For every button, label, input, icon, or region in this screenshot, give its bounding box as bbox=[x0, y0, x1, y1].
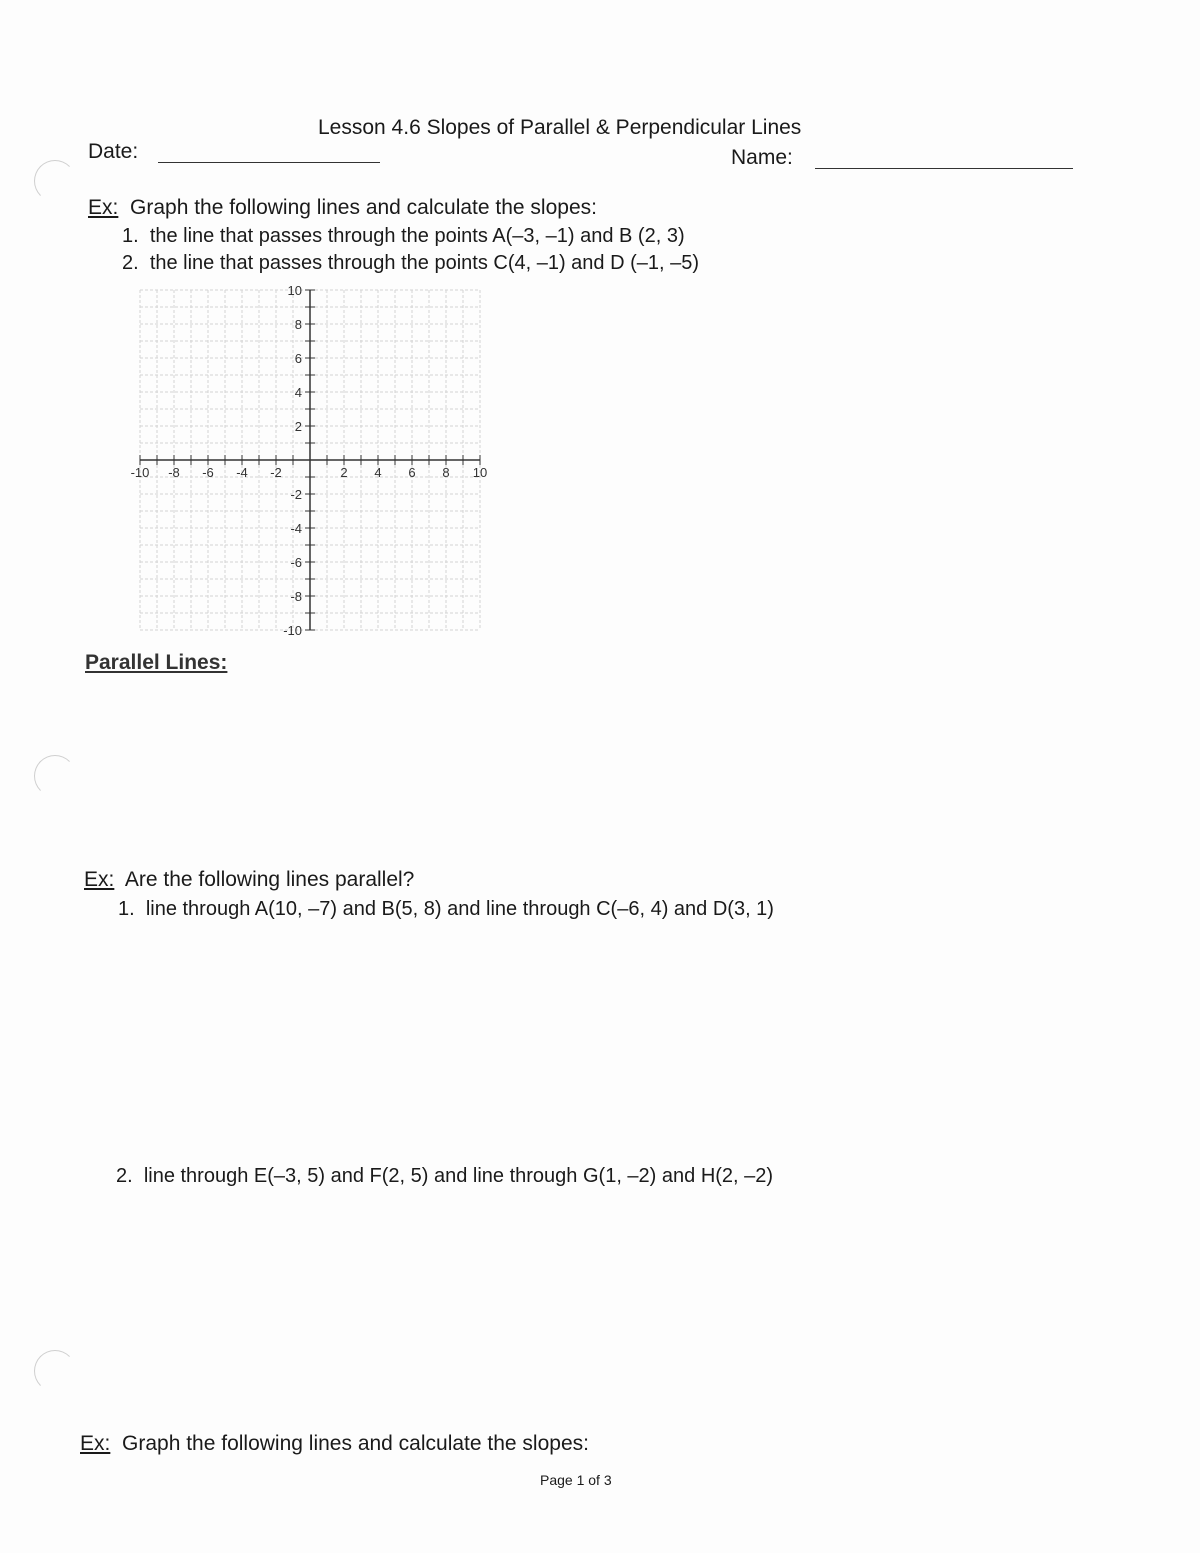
y-tick-label: -4 bbox=[290, 521, 302, 536]
y-tick-label: 4 bbox=[294, 385, 302, 400]
example-2-item-1 bbox=[118, 898, 774, 921]
x-tick-label: 10 bbox=[472, 465, 488, 480]
page-number: Page 1 of 3 bbox=[540, 1472, 612, 1488]
y-tick-label: -10 bbox=[283, 623, 302, 638]
item-text: the line that passes through the points C(4, –1) and D (–1, –5) bbox=[149, 252, 700, 274]
item-number: 1. bbox=[122, 225, 139, 247]
punch-hole-mark bbox=[34, 755, 76, 797]
name-blank-line[interactable] bbox=[815, 168, 1073, 169]
y-tick-label: 2 bbox=[294, 419, 302, 434]
date-blank-line[interactable] bbox=[158, 162, 380, 163]
x-tick-label: 2 bbox=[340, 465, 348, 480]
x-tick-label: -6 bbox=[202, 465, 214, 480]
parallel-lines-heading: Parallel Lines: bbox=[85, 651, 228, 674]
y-tick-label: 8 bbox=[294, 317, 302, 332]
coordinate-grid bbox=[120, 282, 500, 642]
x-tick-label: -10 bbox=[130, 465, 150, 480]
punch-hole-mark bbox=[34, 160, 76, 202]
ex-label: Ex: bbox=[80, 1432, 111, 1455]
y-tick-label: -8 bbox=[290, 589, 302, 604]
name-label: Name: bbox=[731, 146, 793, 169]
example-1-item-1 bbox=[122, 225, 685, 248]
y-tick-label: 6 bbox=[294, 351, 302, 366]
example-2-item-2 bbox=[116, 1165, 773, 1188]
x-tick-label: -4 bbox=[236, 465, 248, 480]
date-label: Date: bbox=[88, 140, 139, 163]
example-2-prompt bbox=[84, 868, 414, 892]
x-tick-label: 8 bbox=[442, 465, 450, 480]
example-1-prompt bbox=[88, 196, 597, 220]
example-1-prompt-text: Graph the following lines and calculate the slopes: bbox=[130, 196, 597, 219]
item-text: line through E(–3, 5) and F(2, 5) and line through G(1, –2) and H(2, –2) bbox=[143, 1165, 774, 1187]
y-tick-label: -6 bbox=[290, 555, 302, 570]
example-3-prompt bbox=[80, 1432, 589, 1456]
ex-label: Ex: bbox=[88, 196, 119, 219]
ex-label: Ex: bbox=[84, 868, 115, 891]
x-tick-label: -8 bbox=[168, 465, 180, 480]
y-tick-label: -2 bbox=[290, 487, 302, 502]
x-tick-label: 6 bbox=[408, 465, 416, 480]
example-1-item-2 bbox=[122, 252, 699, 275]
item-number: 2. bbox=[122, 252, 139, 274]
item-number: 1. bbox=[118, 898, 135, 920]
item-number: 2. bbox=[116, 1165, 133, 1187]
y-tick-label: 10 bbox=[287, 283, 302, 298]
x-tick-label: 4 bbox=[374, 465, 382, 480]
x-tick-label: -2 bbox=[270, 465, 282, 480]
punch-hole-mark bbox=[34, 1350, 76, 1392]
example-2-prompt-text: Are the following lines parallel? bbox=[124, 868, 415, 891]
item-text: the line that passes through the points A(–3, –1) and B (2, 3) bbox=[149, 225, 685, 247]
example-3-prompt-text: Graph the following lines and calculate the slopes: bbox=[122, 1432, 589, 1455]
lesson-title: Lesson 4.6 Slopes of Parallel & Perpendicular Lines bbox=[318, 116, 802, 139]
x-tick-labels bbox=[131, 465, 488, 480]
item-text: line through A(10, –7) and B(5, 8) and line through C(–6, 4) and D(3, 1) bbox=[145, 898, 774, 920]
